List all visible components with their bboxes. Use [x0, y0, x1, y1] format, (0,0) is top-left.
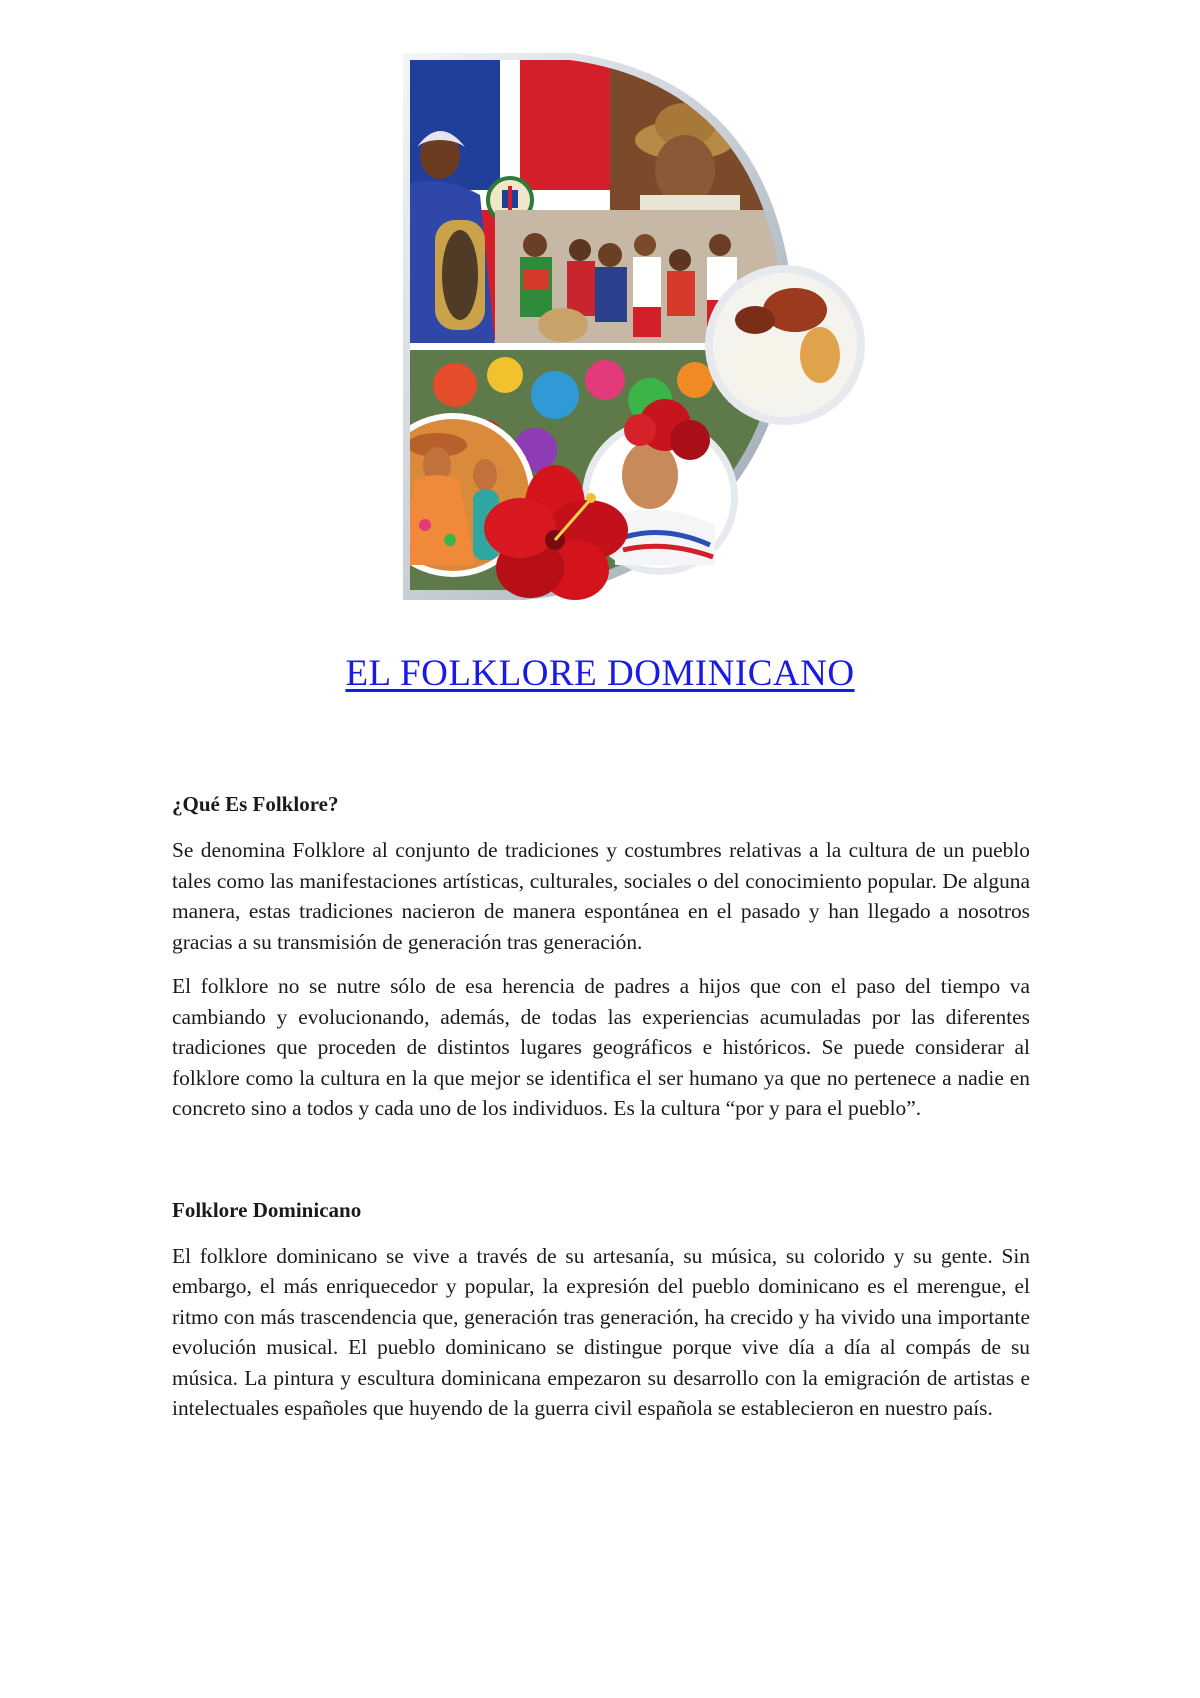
section-spacer: [172, 1138, 1030, 1198]
paragraph: El folklore dominicano se vive a través de su artesanía, su música, su colorido y su gente. Sin embargo, el más enriquecedor y popular, la expresión del pueblo dominicano es el merengue, el ritmo con más trascendencia que, generación tras generación, ha crecido y ha vivido una importante evolución musical. El pueblo dominicano se distingue porque vive día a día al compás de su música. La pintura y escultura dominicana empezaron su desarrollo con la emigración de artistas e intelectuales españoles que huyendo de la guerra civil española se establecieron en nuestro país.: [172, 1243, 1030, 1420]
section-heading-folklore-dominicano: Folklore Dominicano: [172, 1197, 362, 1222]
food-plate-image: [705, 265, 865, 425]
document-title[interactable]: EL FOLKLORE DOMINICANO: [345, 653, 855, 694]
document-body: [172, 792, 1030, 1438]
paragraph: Se denomina Folklore al conjunto de tradiciones y costumbres relativas a la cultura de un pueblo tales como las manifestaciones artísticas, culturales, sociales o del conocimiento popular. De alguna manera, estas tradiciones nacieron de manera espontánea en el pasado y han llegado a nosotros gracias a su transmisión de generación tras generación.: [172, 838, 1030, 954]
section-heading-que-es-folklore: ¿Qué Es Folklore?: [172, 792, 339, 816]
paragraph: El folklore no se nutre sólo de esa herencia de padres a hijos que con el paso del tiempo va cambiando y evolucionando, además, de todas las experiencias acumuladas por las diferentes tradiciones que proceden de distintos lugares geográficos e históricos. Se puede considerar al folklore como la cultura en la que mejor se identifica el ser humano ya que no pertenece a nadie en concreto sino a todos y cada uno de los individuos. Es la cultura “por y para el pueblo”.: [172, 974, 1030, 1120]
folklore-collage-image: [395, 45, 875, 625]
